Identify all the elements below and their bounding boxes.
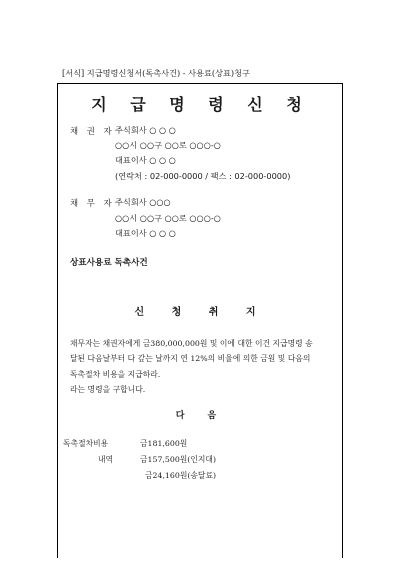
debtor-label: 채 무 자 — [70, 198, 115, 208]
purpose-line-4: 라는 명령을 구합니다. — [70, 385, 146, 394]
cost-total: 금181,600원 — [140, 439, 188, 448]
cost-stamp-fee: 금157,500원(인지대) — [140, 455, 216, 464]
cost-label-detail: 내역 — [98, 455, 114, 464]
creditor-label: 채 권 자 — [70, 126, 115, 136]
case-name: 상표사용료 독촉사건 — [70, 258, 148, 268]
form-header: [서식] 지급명령신청서(독촉사건) - 사용료(상표)청구 — [62, 68, 250, 78]
next-heading: 다 음 — [175, 411, 227, 421]
purpose-line-1: 채무자는 채권자에게 금380,000,000원 및 이에 대한 이건 지급명령 송 — [70, 339, 313, 348]
creditor-contact: (연락처 : 02-000-0000 / 팩스 : 02-000-0000) — [115, 171, 291, 181]
purpose-line-2: 달된 다음날부터 다 갚는 날까지 연 12%의 비율에 의한 금원 및 다음의 — [70, 354, 311, 363]
purpose-heading: 신 청 취 지 — [134, 307, 268, 318]
creditor-representative: 대표이사 ○ ○ ○ — [115, 155, 176, 165]
cost-service-fee: 금24,160원(송달료) — [145, 471, 217, 480]
debtor-representative: 대표이사 ○ ○ ○ — [115, 228, 176, 238]
creditor-address: ○○시 ○○구 ○○로 ○○○-○ — [115, 140, 221, 150]
creditor-company: 주식회사 ○ ○ ○ — [115, 125, 176, 135]
debtor-company: 주식회사 ○○○ — [115, 197, 171, 207]
cost-label-total: 독촉절차비용 — [63, 439, 109, 448]
debtor-address: ○○시 ○○구 ○○로 ○○○-○ — [115, 213, 221, 223]
purpose-line-3: 독촉절차 비용을 지급하라. — [70, 370, 161, 379]
document-title: 지 급 명 령 신 청 — [91, 95, 311, 114]
document-frame — [57, 83, 343, 558]
